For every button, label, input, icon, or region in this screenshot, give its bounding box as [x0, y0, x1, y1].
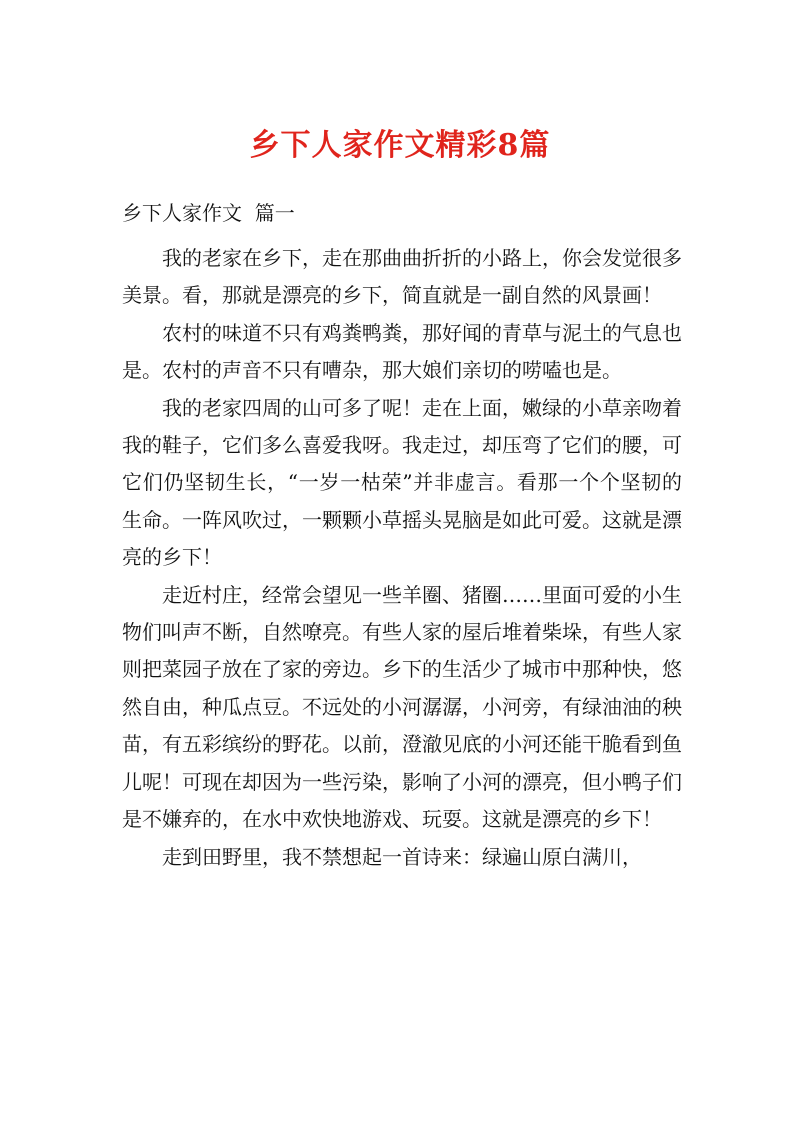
paragraph: 我的老家在乡下，走在那曲曲折折的小路上，你会发觉很多美景。看，那就是漂亮的乡下，简直就是一副自然的风景画！ [122, 246, 682, 308]
section-heading: 乡下人家作文 篇一 [122, 201, 295, 225]
paragraph: 走近村庄，经常会望见一些羊圈、猪圈……里面可爱的小生物们叫声不断，自然嘹亮。有些人家的屋后堆着柴垛，有些人家则把菜园子放在了家的旁边。乡下的生活少了城市中那种快，悠然自由，种瓜点豆。不远处的小河潺潺，小河旁，有绿油油的秧苗，有五彩缤纷的野花。以前，澄澈见底的小河还能干脆看到鱼儿呢！可现在却因为一些污染，影响了小河的漂亮，但小鸭子们是不嫌弃的，在水中欢快地游戏、玩耍。这就是漂亮的乡下！ [122, 582, 682, 832]
paragraph: 我的老家四周的山可多了呢！走在上面，嫩绿的小草亲吻着我的鞋子，它们多么喜爱我呀。我走过，却压弯了它们的腰，可它们仍坚韧生长，“一岁一枯荣”并非虚言。看那一个个坚韧的生命。一阵风吹过，一颗颗小草摇头晃脑是如此可爱。这就是漂亮的乡下！ [122, 395, 682, 570]
document-title: 乡下人家作文精彩8篇 [249, 128, 551, 163]
paragraph: 农村的味道不只有鸡粪鸭粪，那好闻的青草与泥土的气息也是。农村的声音不只有嘈杂，那大娘们亲切的唠嗑也是。 [122, 320, 682, 383]
paragraph: 走到田野里，我不禁想起一首诗来：绿遍山原白满川， [162, 844, 642, 869]
document-body [122, 240, 682, 876]
